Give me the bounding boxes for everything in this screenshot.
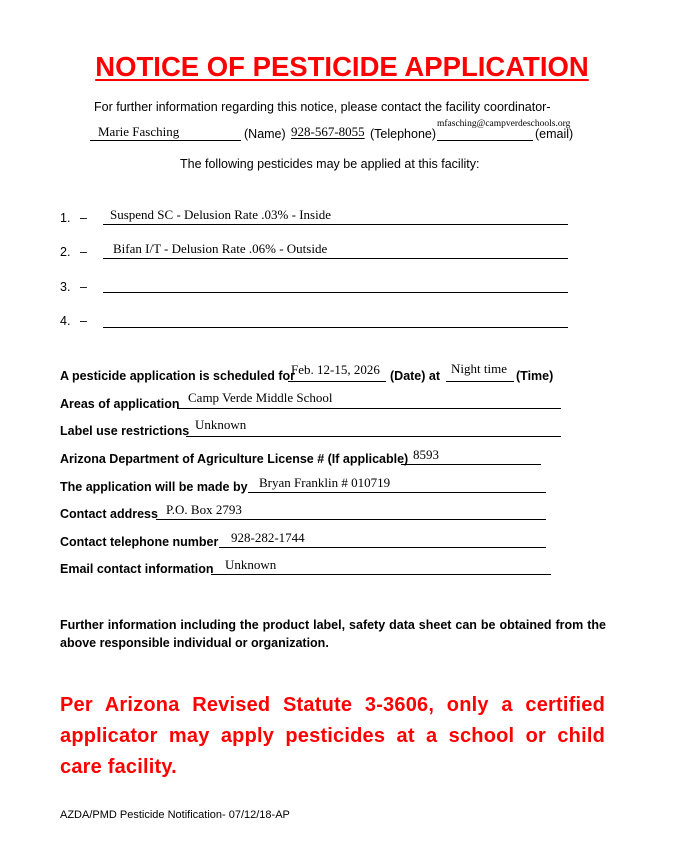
pesticide-2-line [103,258,568,259]
telephone-label: (Telephone) [370,127,437,141]
footer-form-id: AZDA/PMD Pesticide Notification- 07/12/18-AP [60,809,290,821]
license-line [401,464,541,465]
coordinator-email-line [437,140,533,141]
areas-value[interactable]: Camp Verde Middle School [188,390,333,405]
restrictions-line [186,436,561,437]
email-contact-label: Email contact information [60,562,214,576]
pesticide-3-dash: – [80,280,87,294]
phone-value[interactable]: 928-282-1744 [231,530,305,545]
applicator-label: The application will be made by [60,480,248,494]
address-label: Contact address [60,507,158,521]
pesticide-3-number: 3. [60,280,71,294]
contact-intro: For further information regarding this notice, please contact the facility coordinator- [94,100,551,114]
phone-label: Contact telephone number [60,535,219,549]
license-value[interactable]: 8593 [413,447,439,462]
pesticide-1-number: 1. [60,211,71,225]
coordinator-name[interactable]: Marie Fasching [98,124,180,139]
applicator-line [248,492,546,493]
page-title: NOTICE OF PESTICIDE APPLICATION [95,51,589,82]
applicator-value[interactable]: Bryan Franklin # 010719 [259,475,391,490]
coordinator-telephone[interactable]: 928-567-8055 [291,124,365,139]
pesticide-1-dash: – [80,211,87,225]
email-contact-line [211,574,551,575]
restrictions-label: Label use restrictions [60,424,190,438]
pesticide-3-line [103,292,568,293]
pesticide-4-dash: – [80,314,87,328]
name-label: (Name) [244,127,286,141]
address-line [156,519,546,520]
schedule-time-label: (Time) [516,369,554,383]
coordinator-email[interactable]: mfasching@campverdeschools.org [437,119,571,129]
schedule-date-label: (Date) at [390,369,441,383]
statute-notice: Per Arizona Revised Statute 3-3606, only a certified applicator may apply pesticides at a school or child care facility. [60,694,605,778]
phone-line [219,547,546,548]
restrictions-value[interactable]: Unknown [195,417,247,432]
schedule-date-line [288,381,386,382]
schedule-time-line [446,381,514,382]
pesticides-intro: The following pesticides may be applied at this facility: [180,157,480,171]
schedule-date[interactable]: Feb. 12-15, 2026 [291,362,380,377]
areas-line [177,408,561,409]
license-label: Arizona Department of Agriculture License # (If applicable) [60,452,409,466]
schedule-label: A pesticide application is scheduled for [60,369,296,383]
pesticide-4-line [103,327,568,328]
pesticide-2-dash: – [80,245,87,259]
pesticide-1-value[interactable]: Suspend SC - Delusion Rate .03% - Inside [110,207,331,222]
address-value[interactable]: P.O. Box 2793 [166,502,242,517]
areas-label: Areas of application [60,397,180,411]
further-info: Further information including the product label, safety data sheet can be obtained from the above responsible individual or organization. [60,618,606,650]
pesticide-1-line [103,224,568,225]
email-label: (email) [535,127,574,141]
schedule-time[interactable]: Night time [451,361,507,376]
pesticide-2-value[interactable]: Bifan I/T - Delusion Rate .06% - Outside [113,241,328,256]
pesticide-4-number: 4. [60,314,71,328]
coordinator-name-line [90,140,241,141]
pesticide-2-number: 2. [60,245,71,259]
email-contact-value[interactable]: Unknown [225,557,277,572]
